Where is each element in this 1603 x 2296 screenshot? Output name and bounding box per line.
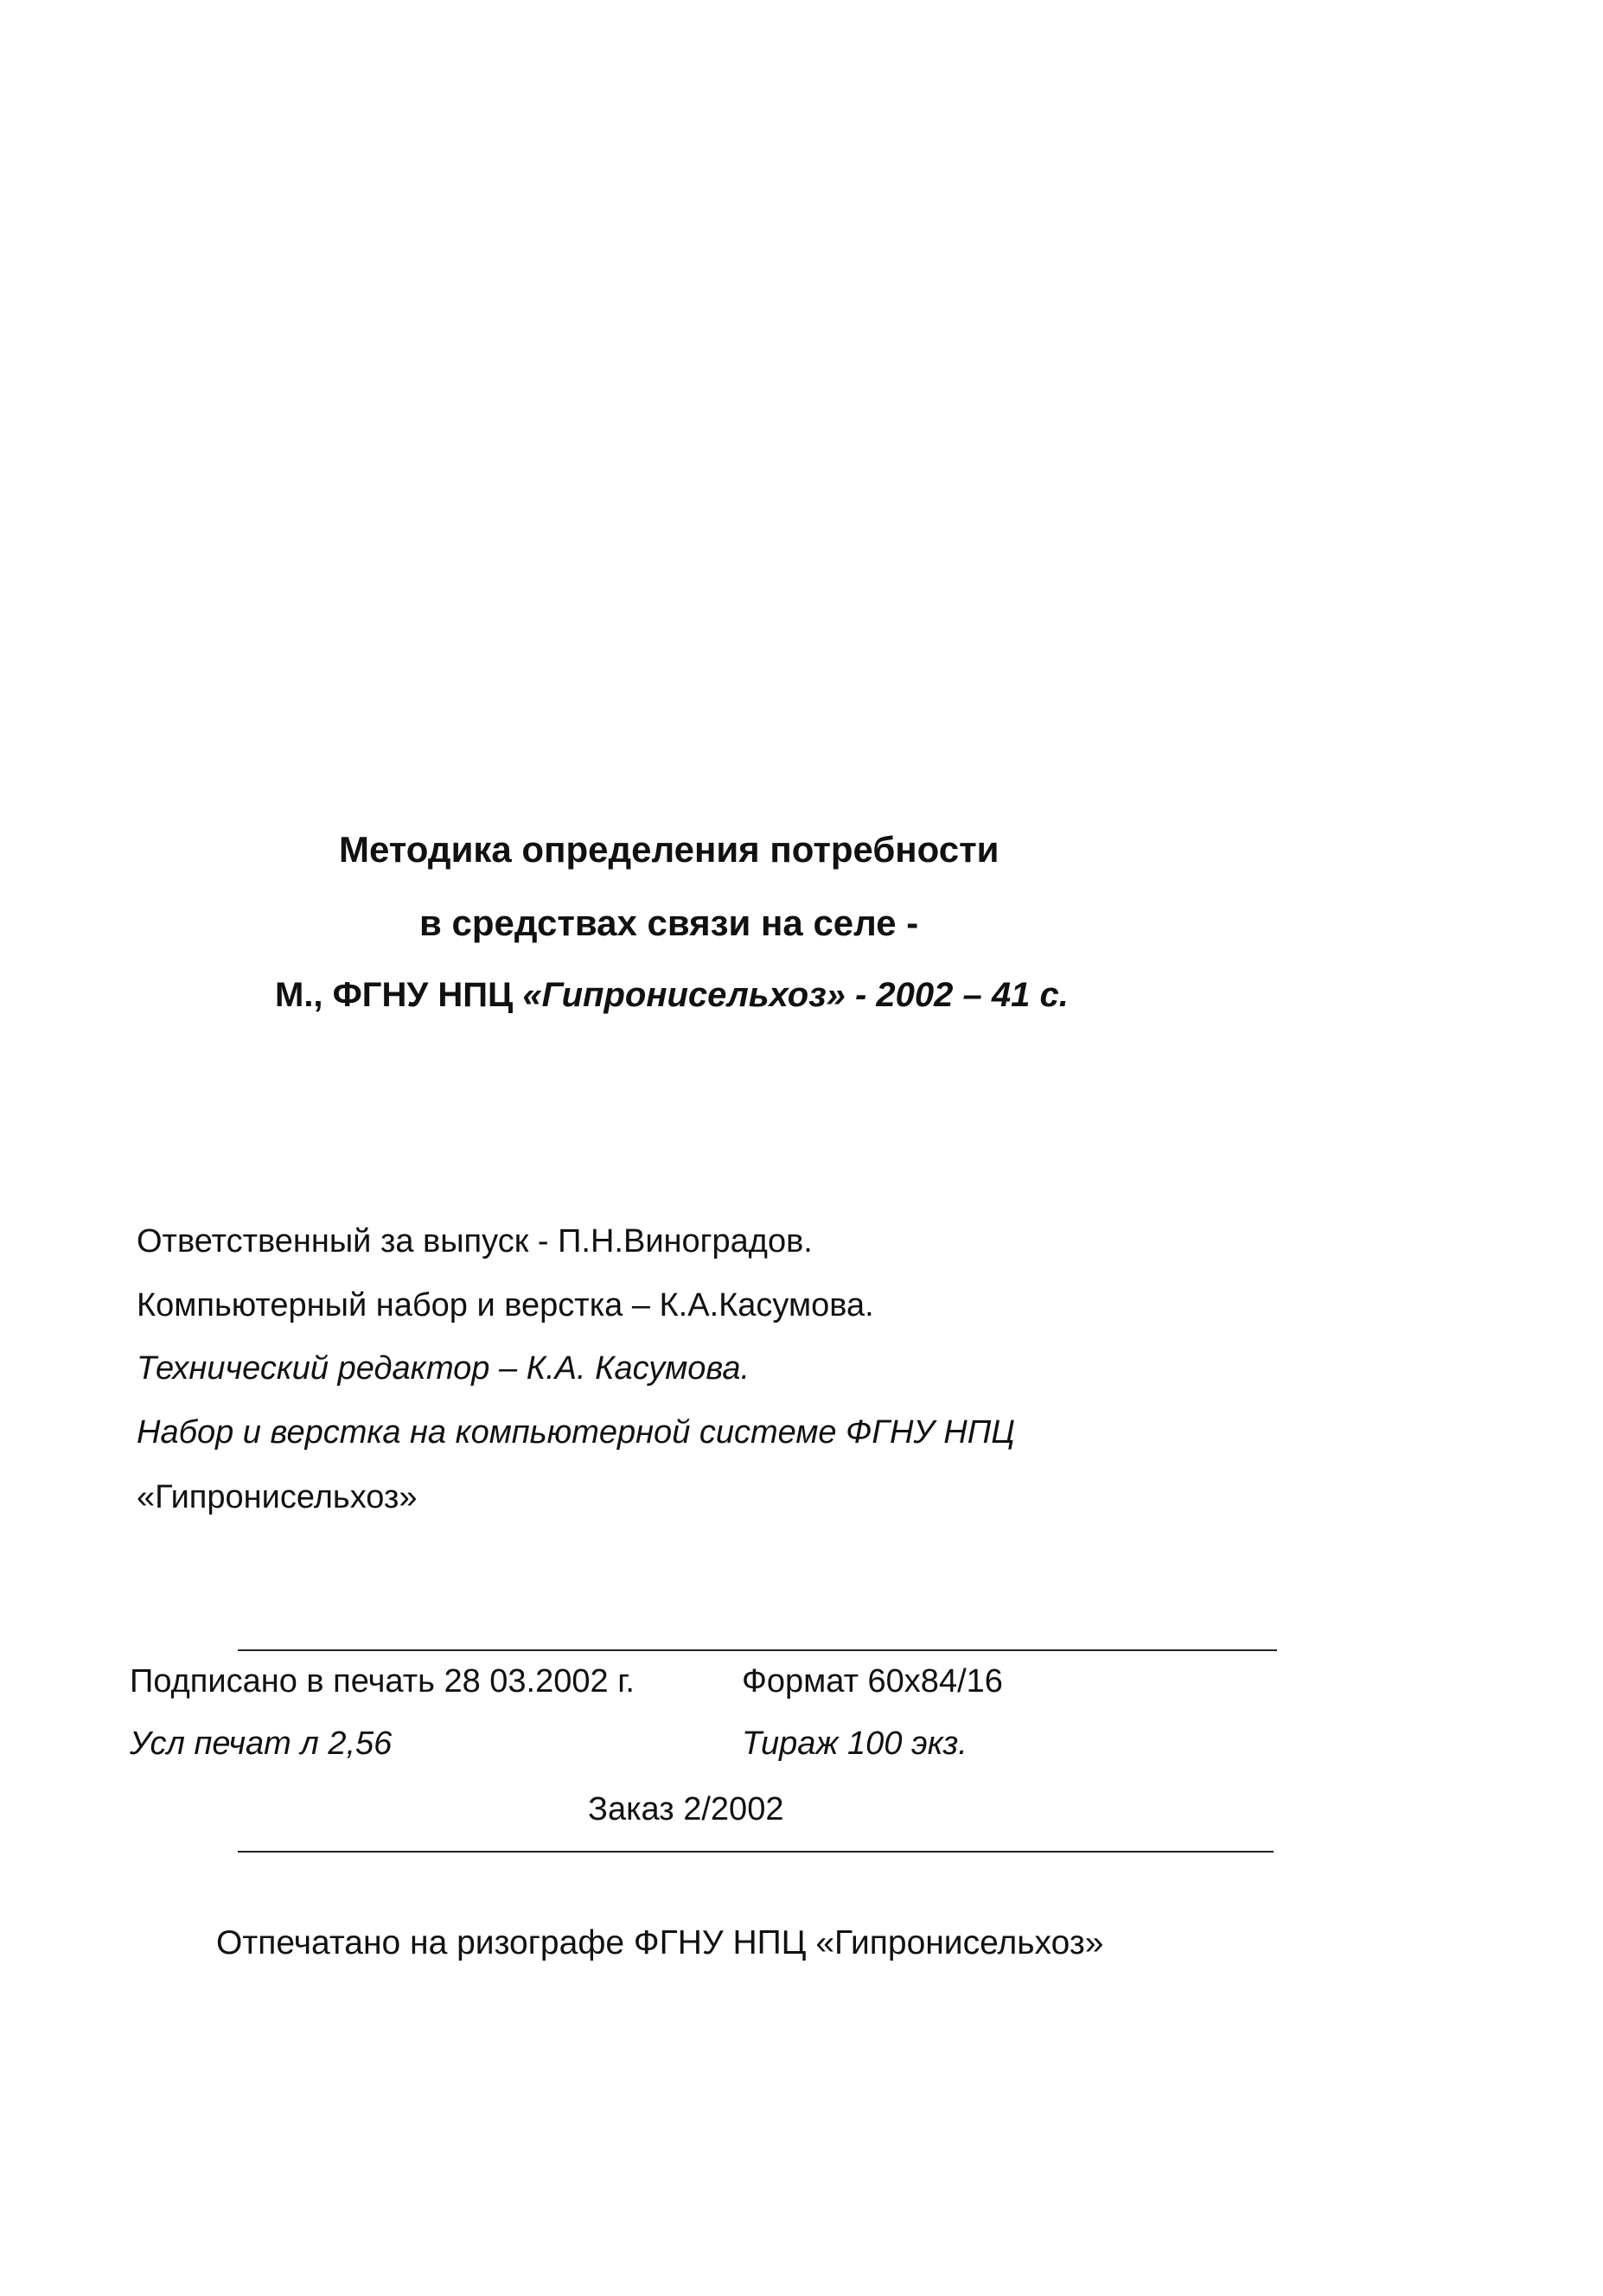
credit-system-line-2: «Гипронисельхоз» — [137, 1479, 418, 1515]
title-line-1: Методика определения потребности — [339, 829, 999, 870]
divider-top — [238, 1649, 1277, 1651]
credit-tech-editor: Технический редактор – К.А. Касумова. — [137, 1350, 750, 1387]
imprint-order: Заказ 2/2002 — [588, 1791, 784, 1827]
title-publisher: М., ФГНУ НПЦ — [275, 976, 523, 1014]
title-publisher-name: «Гипронисельхоз» - 2002 – 41 с. — [522, 976, 1069, 1014]
divider-bottom — [238, 1851, 1274, 1853]
title-line-2: в средствах связи на селе - — [419, 902, 919, 943]
title-line-3 — [275, 977, 1069, 1013]
imprint-sheets: Усл печат л 2,56 — [130, 1725, 393, 1762]
credit-responsible: Ответственный за выпуск - П.Н.Виноградов. — [137, 1223, 813, 1260]
credit-typesetting: Компьютерный набор и верстка – К.А.Касумова. — [137, 1287, 874, 1323]
imprint-signed: Подписано в печать 28 03.2002 г. — [130, 1663, 635, 1700]
imprint-format: Формат 60х84/16 — [742, 1663, 1003, 1700]
imprint-circulation: Тираж 100 экз. — [742, 1725, 968, 1762]
printed-note: Отпечатано на ризографе ФГНУ НПЦ «Гипронисельхоз» — [216, 1924, 1104, 1961]
credit-system-line-1: Набор и верстка на компьютерной системе ФГНУ НПЦ — [137, 1414, 1015, 1451]
